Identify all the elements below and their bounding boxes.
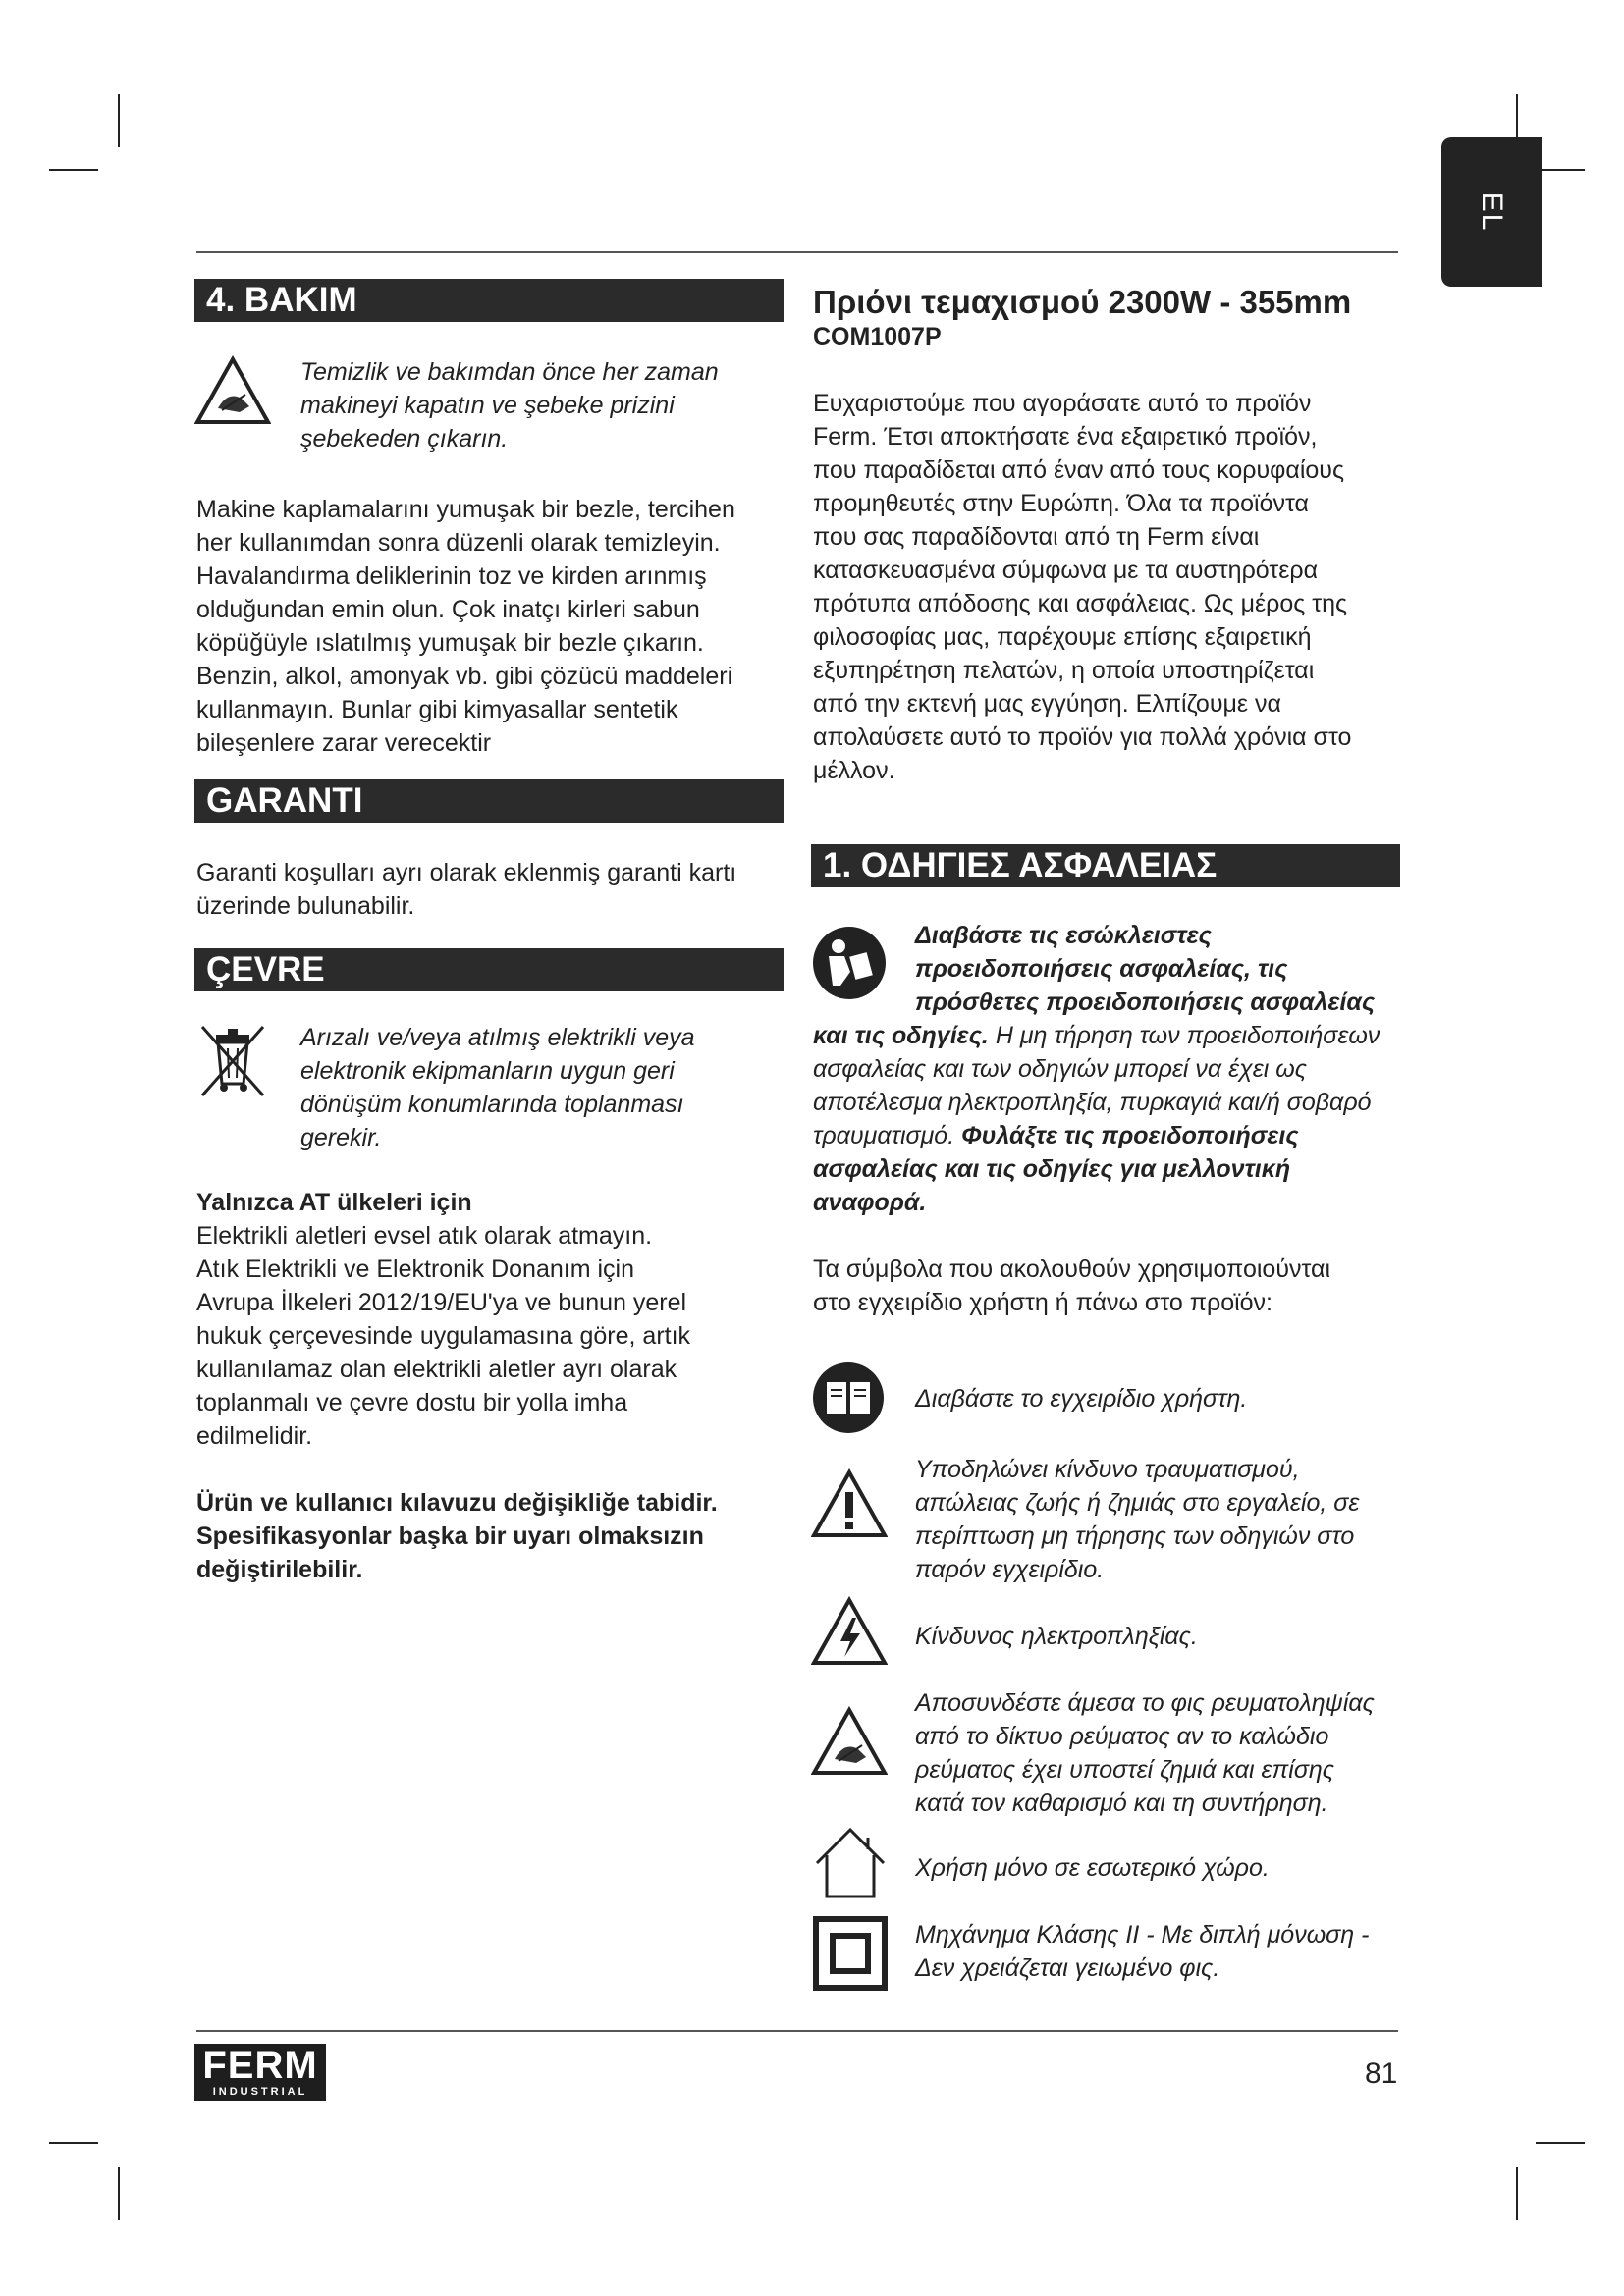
crop-mark	[1516, 2167, 1518, 2220]
bakim-warning: Temizlik ve bakımdan önce her zaman makineyi kapatın ve şebeke prizini şebekeden çıkarın.	[300, 358, 719, 453]
sym-shock-text: Κίνδυνος ηλεκτροπληξίας.	[915, 1623, 1198, 1650]
sym-unplug-text: Αποσυνδέστε άμεσα το φις ρευματοληψίας από το δίκτυο ρεύματος αν το καλώδιο ρεύματος έχει υποστεί ζημιά και επίσης κατά τον καθαρισμό και τη συντήρηση.	[915, 1689, 1375, 1817]
unplug-warning-icon	[194, 355, 271, 426]
crop-mark	[1536, 169, 1585, 171]
language-tab: EL	[1441, 137, 1542, 287]
weee-bin-icon	[198, 1023, 267, 1099]
at-body: Elektrikli aletleri evsel atık olarak atmayın. Atık Elektrikli ve Elektronik Donanım için Avrupa İlkeleri 2012/19/EU'ya ve bunun yerel hukuk çerçevesinde uygulamasına göre, artık kullanılamaz olan elektrikli aletler ayrı olarak toplanmalı ve çevre dostu bir yolla imha edilmelidir.	[196, 1222, 691, 1450]
section-heading-garanti: GARANTI	[194, 779, 784, 823]
crop-mark	[1536, 2142, 1585, 2144]
unplug-icon	[811, 1706, 888, 1777]
symbols-intro: Τα σύμβολα που ακολουθούν χρησιμοποιούνται στο εγχειρίδιο χρήστη ή πάνω στο προϊόν:	[813, 1255, 1331, 1316]
class-ii-double-insulation-icon	[813, 1916, 888, 1991]
section-heading-bakim: 4. BAKIM	[194, 279, 784, 322]
sym-indoor-text: Χρήση μόνο σε εσωτερικό χώρο.	[915, 1854, 1270, 1882]
product-title: Πριόνι τεμαχισμού 2300W - 355mm	[813, 284, 1352, 320]
sym-injury-text: Υποδηλώνει κίνδυνο τραυματισμού, απώλειας ζωής ή ζημιάς στο εργαλείο, σε περίπτωση μη τήρησης των οδηγιών στο παρόν εγχειρίδιο.	[915, 1456, 1360, 1583]
bottom-rule	[196, 2030, 1398, 2032]
at-title: Yalnızca AT ülkeleri için	[196, 1189, 472, 1216]
cevre-note: Arızalı ve/veya atılmış elektrikli veya elektronik ekipmanların uygun geri dönüşüm konumlarında toplanması gerekir.	[300, 1024, 695, 1151]
section-heading-cevre: ÇEVRE	[194, 948, 784, 991]
garanti-body: Garanti koşulları ayrı olarak eklenmiş garanti kartı üzerinde bulunabilir.	[196, 859, 737, 920]
house-indoor-icon	[813, 1826, 888, 1900]
safety-warning: Διαβάστε τις εσώκλειστες προειδοποιήσεις ασφαλείας, τις πρόσθετες προειδοποιήσεις ασφαλείας και τις οδηγίες. Η μη τήρηση των προειδοποιήσεων ασφαλείας και των οδηγιών μπορεί να έχει ως αποτέλεσμα ηλεκτροπληξία, πυρκαγιά και/ή σοβαρό τραυματισμό. Φυλάξτε τις προειδοποιήσεις ασφαλείας και τις οδηγίες για μελλοντική αναφορά.	[813, 922, 1380, 1216]
product-model: COM1007P	[813, 323, 942, 350]
crop-mark	[118, 2167, 120, 2220]
bakim-body: Makine kaplamalarını yumuşak bir bezle, tercihen her kullanımdan sonra düzenli olarak temizleyin. Havalandırma deliklerinin toz ve kirden arınmış olduğundan emin olun. Çok inatçı kirleri sabun köpüğüyle ıslatılmış yumuşak bir bezle çıkarın. Benzin, alkol, amonyak vb. gibi çözücü maddeleri kullanmayın. Bunlar gibi kimyasallar sentetik bileşenlere zarar verecektir	[196, 496, 735, 757]
ferm-industrial-logo: FERM INDUSTRIAL	[194, 2044, 326, 2101]
page-number: 81	[1365, 2057, 1398, 2090]
intro-body: Ευχαριστούμε που αγοράσατε αυτό το προϊόν Ferm. Έτσι αποκτήσατε ένα εξαιρετικό προϊόν, που παραδίδεται από έναν από τους κορυφαίους προμηθευτές στην Ευρώπη. Όλα τα προϊόντα που σας παραδίδονται από τη Ferm είναι κατασκευασμένα σύμφωνα με τα αυστηρότερα πρότυπα απόδοσης και ασφάλειας. Ως μέρος της φιλοσοφίας μας, παρέχουμε επίσης εξαιρετική εξυπηρέτηση πελατών, η οποία υποστηρίζεται από την εκτενή μας εγγύηση. Ελπίζουμε να απολαύσετε αυτό το προϊόν για πολλά χρόνια στο μέλλον.	[813, 390, 1352, 784]
warning-triangle-icon	[811, 1468, 888, 1539]
sym-manual-text: Διαβάστε το εγχειρίδιο χρήστη.	[915, 1385, 1248, 1413]
manual-book-icon	[811, 1361, 886, 1435]
sym-class2-text: Μηχάνημα Κλάσης II - Με διπλή μόνωση - Δεν χρειάζεται γειωμένο φις.	[915, 1921, 1370, 1982]
crop-mark	[49, 169, 98, 171]
change-notice: Ürün ve kullanıcı kılavuzu değişikliğe tabidir. Spesifikasyonlar başka bir uyarı olmaksızın değiştirilebilir.	[196, 1489, 718, 1583]
electric-shock-icon	[811, 1596, 888, 1667]
crop-mark	[49, 2142, 98, 2144]
top-rule	[196, 251, 1398, 253]
crop-mark	[118, 94, 120, 147]
section-heading-safety: 1. ΟΔΗΓΙΕΣ ΑΣΦΑΛΕΙΑΣ	[811, 844, 1400, 887]
